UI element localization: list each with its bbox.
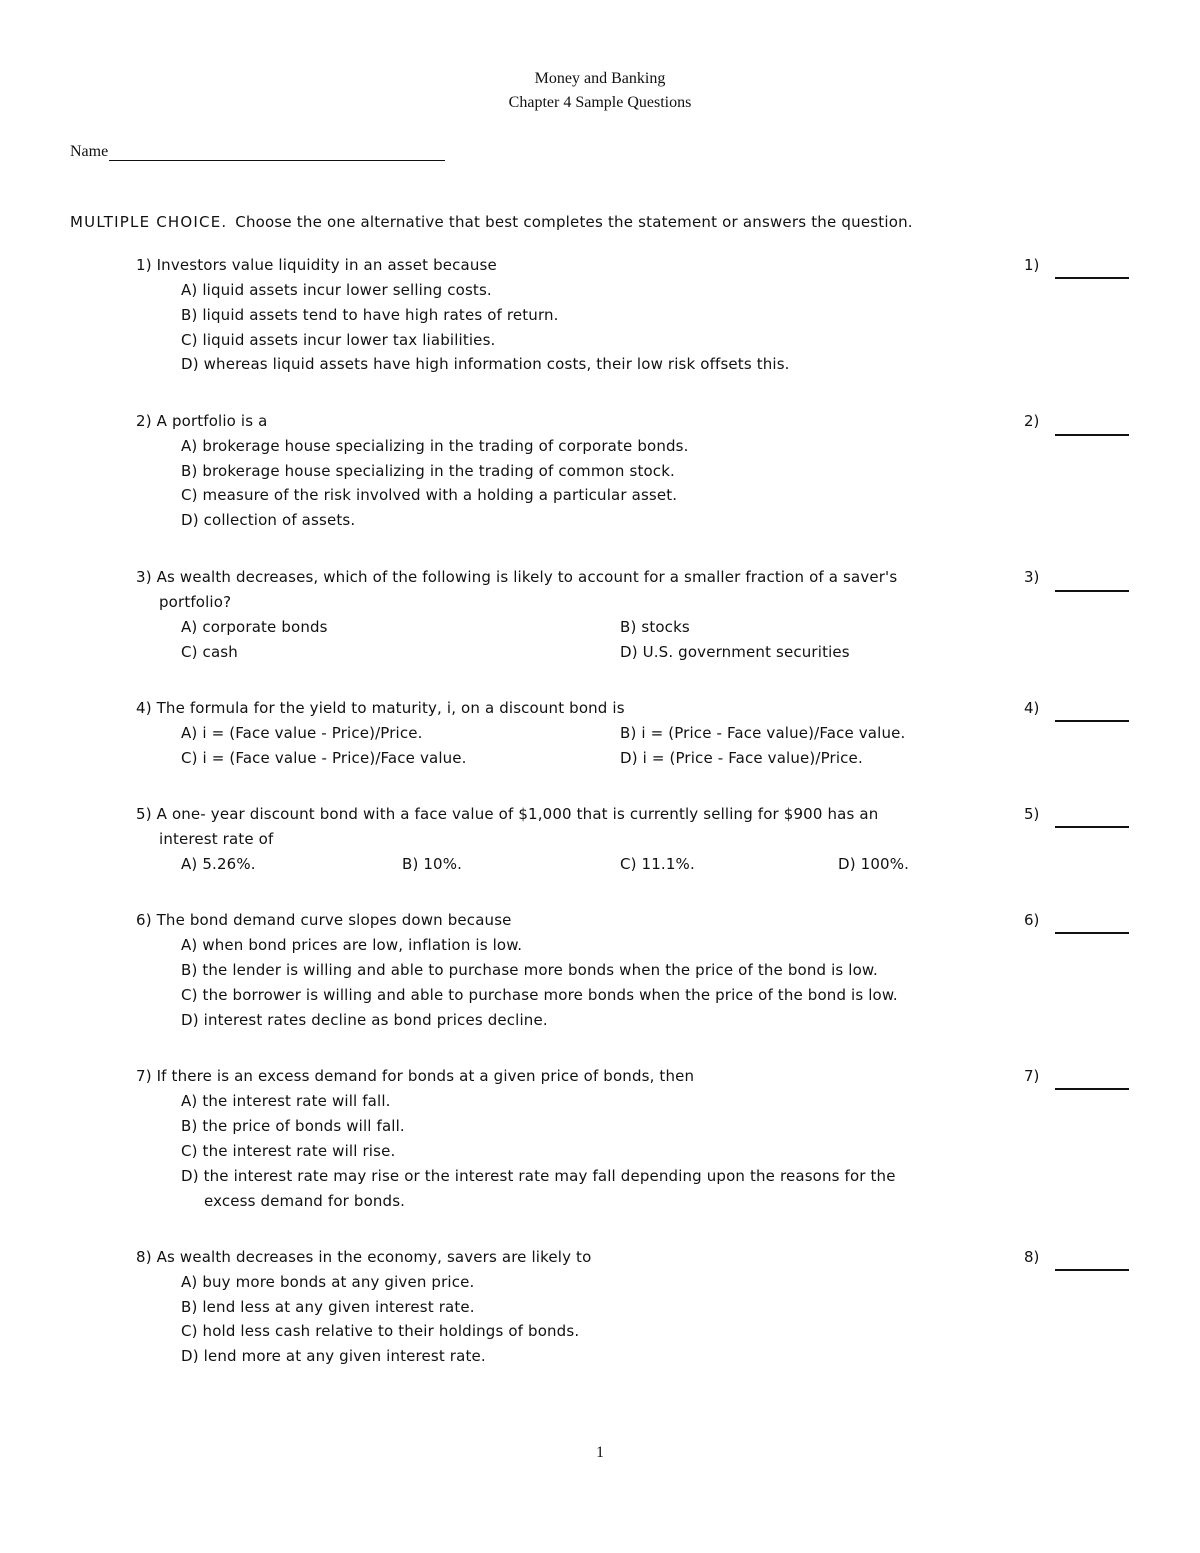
answer-option: C) hold less cash relative to their holdings of bonds.	[181, 1322, 580, 1340]
answer-number: 2)	[1024, 412, 1040, 430]
question-stem: portfolio?	[159, 593, 232, 611]
answer-option: B) stocks	[620, 618, 690, 636]
answer-number: 8)	[1024, 1248, 1040, 1266]
answer-option: A) buy more bonds at any given price.	[181, 1273, 475, 1291]
name-label: Name	[70, 143, 109, 160]
answer-option: D) U.S. government securities	[620, 643, 850, 661]
question-stem: 6) The bond demand curve slopes down because	[136, 911, 512, 929]
answer-option: A) 5.26%.	[181, 855, 256, 873]
answer-option: B) lend less at any given interest rate.	[181, 1298, 475, 1316]
document-subtitle: Chapter 4 Sample Questions	[508, 94, 692, 111]
answer-option: A) i = (Face value - Price)/Price.	[181, 724, 423, 742]
question-stem: 5) A one- year discount bond with a face value of $1,000 that is currently selling for $900 has an	[136, 805, 879, 823]
answer-option: D) the interest rate may rise or the interest rate may fall depending upon the reasons for the	[181, 1167, 896, 1185]
answer-option: B) i = (Price - Face value)/Face value.	[620, 724, 906, 742]
answer-option: D) lend more at any given interest rate.	[181, 1347, 486, 1365]
question-stem: 2) A portfolio is a	[136, 412, 268, 430]
name-blank-line	[109, 144, 445, 161]
instructions-heading: MULTIPLE CHOICE.	[70, 213, 228, 231]
answer-option: D) whereas liquid assets have high information costs, their low risk offsets this.	[181, 355, 790, 373]
answer-option: A) corporate bonds	[181, 618, 328, 636]
answer-option: C) 11.1%.	[620, 855, 695, 873]
answer-option: C) the interest rate will rise.	[181, 1142, 396, 1160]
answer-option: C) i = (Face value - Price)/Face value.	[181, 749, 467, 767]
answer-blank[interactable]	[1055, 590, 1129, 592]
question-stem: interest rate of	[159, 830, 274, 848]
answer-option: D) collection of assets.	[181, 511, 356, 529]
answer-option: A) the interest rate will fall.	[181, 1092, 391, 1110]
answer-blank[interactable]	[1055, 1269, 1129, 1271]
answer-option: D) interest rates decline as bond prices decline.	[181, 1011, 548, 1029]
answer-number: 3)	[1024, 568, 1040, 586]
answer-option: A) liquid assets incur lower selling costs.	[181, 281, 492, 299]
question-stem: 8) As wealth decreases in the economy, savers are likely to	[136, 1248, 592, 1266]
answer-option: D) 100%.	[838, 855, 910, 873]
answer-blank[interactable]	[1055, 277, 1129, 279]
question-stem: 3) As wealth decreases, which of the following is likely to account for a smaller fraction of a saver's	[136, 568, 898, 586]
answer-option: B) brokerage house specializing in the trading of common stock.	[181, 462, 675, 480]
question-stem: 7) If there is an excess demand for bonds at a given price of bonds, then	[136, 1067, 695, 1085]
name-field	[70, 143, 445, 161]
answer-blank[interactable]	[1055, 1088, 1129, 1090]
answer-option: B) 10%.	[402, 855, 463, 873]
answer-number: 1)	[1024, 256, 1040, 274]
answer-blank[interactable]	[1055, 720, 1129, 722]
answer-blank[interactable]	[1055, 932, 1129, 934]
answer-option: C) the borrower is willing and able to purchase more bonds when the price of the bond is low.	[181, 986, 898, 1004]
answer-number: 5)	[1024, 805, 1040, 823]
answer-option: B) liquid assets tend to have high rates of return.	[181, 306, 559, 324]
answer-number: 6)	[1024, 911, 1040, 929]
answer-option-continued: excess demand for bonds.	[204, 1192, 406, 1210]
answer-option: D) i = (Price - Face value)/Price.	[620, 749, 863, 767]
answer-number: 7)	[1024, 1067, 1040, 1085]
instructions	[70, 213, 913, 232]
answer-option: C) cash	[181, 643, 238, 661]
answer-option: A) brokerage house specializing in the trading of corporate bonds.	[181, 437, 689, 455]
answer-option: B) the price of bonds will fall.	[181, 1117, 405, 1135]
question-stem: 1) Investors value liquidity in an asset because	[136, 256, 497, 274]
answer-blank[interactable]	[1055, 434, 1129, 436]
question-stem: 4) The formula for the yield to maturity, i, on a discount bond is	[136, 699, 625, 717]
answer-blank[interactable]	[1055, 826, 1129, 828]
instructions-text: Choose the one alternative that best completes the statement or answers the question.	[235, 213, 913, 231]
answer-option: A) when bond prices are low, inflation is low.	[181, 936, 523, 954]
answer-option: B) the lender is willing and able to purchase more bonds when the price of the bond is low.	[181, 961, 878, 979]
answer-number: 4)	[1024, 699, 1040, 717]
document-title: Money and Banking	[534, 70, 666, 87]
answer-option: C) liquid assets incur lower tax liabilities.	[181, 331, 496, 349]
page-number: 1	[596, 1444, 604, 1461]
answer-option: C) measure of the risk involved with a holding a particular asset.	[181, 486, 678, 504]
